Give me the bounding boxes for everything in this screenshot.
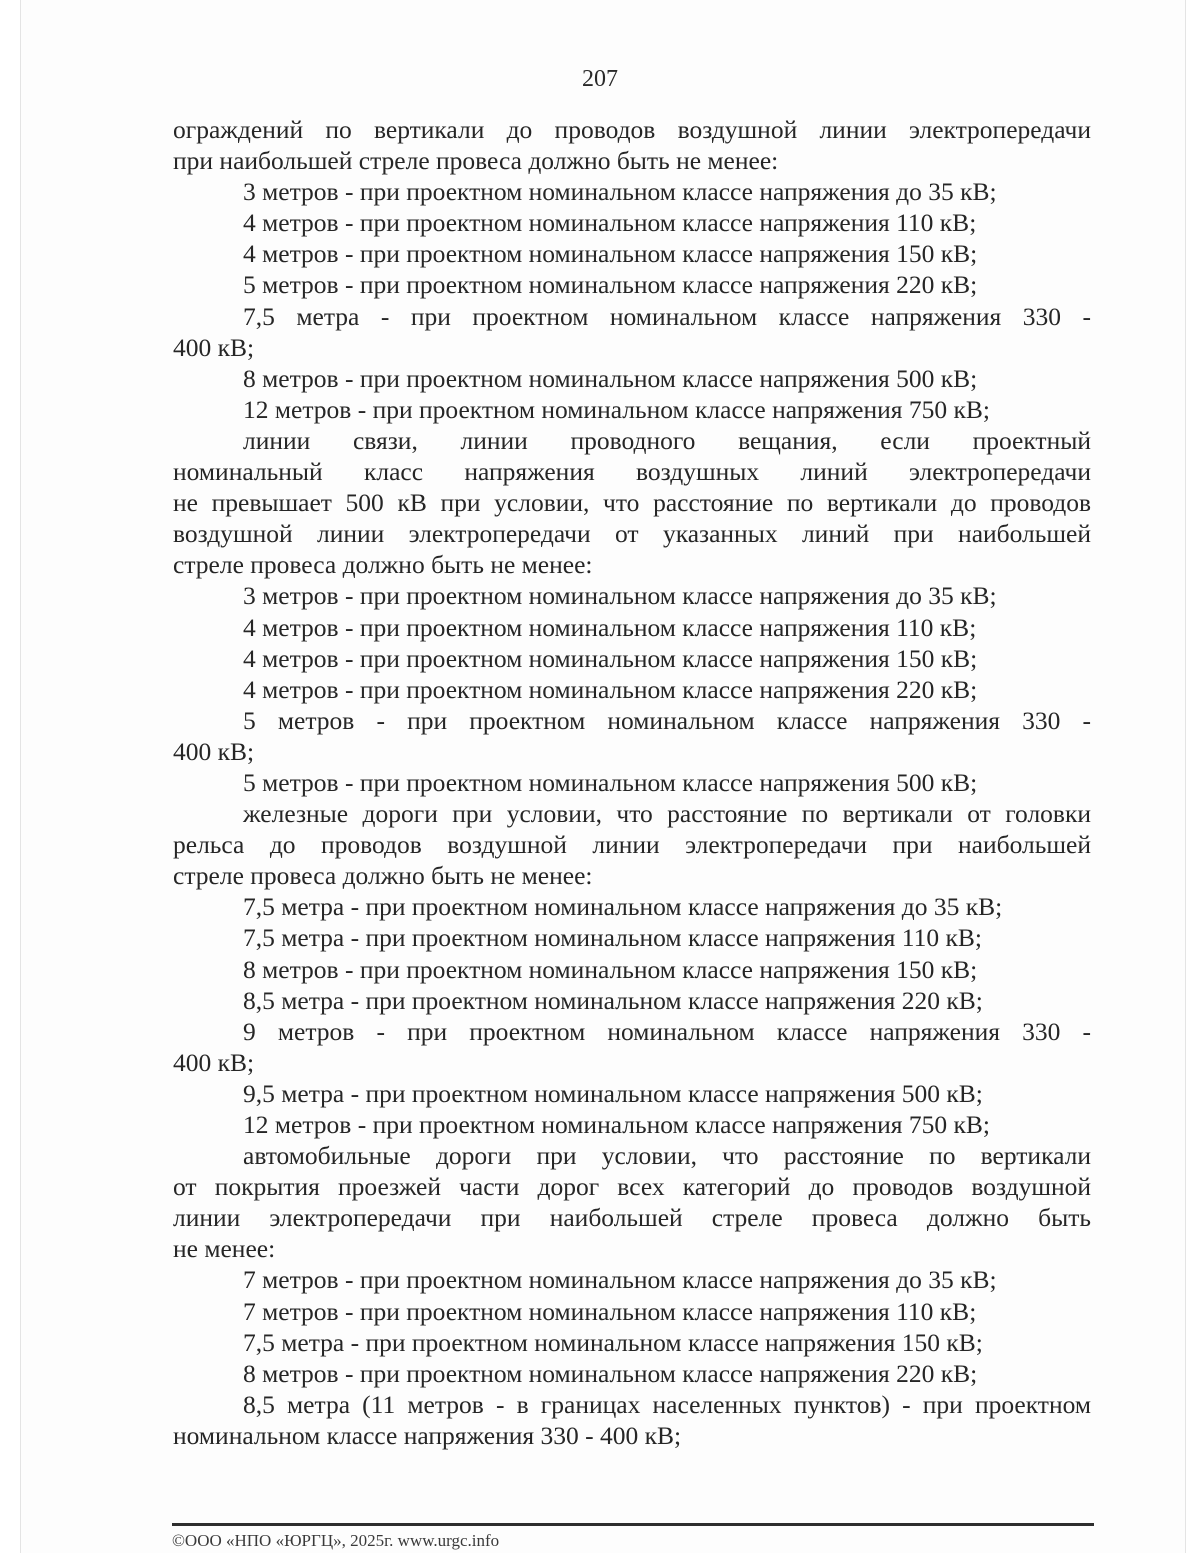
text-line: 7 метров - при проектном номинальном классе напряжения до 35 кВ;	[243, 1265, 997, 1295]
text-line: 8,5 метра (11 метров - в границах населенных пунктов) - при проектном	[243, 1389, 1091, 1419]
text-line: 400 кВ;	[173, 736, 255, 766]
text-line: 8 метров - при проектном номинальном классе напряжения 220 кВ;	[243, 1358, 978, 1388]
text-line: 7,5 метра - при проектном номинальном классе напряжения 150 кВ;	[243, 1327, 983, 1357]
text-line: номинальном классе напряжения 330 - 400 кВ;	[173, 1420, 682, 1450]
text-line: воздушной линии электропередачи от указанных линий при наибольшей	[173, 519, 1091, 549]
text-line: не менее:	[173, 1234, 276, 1264]
text-line: ограждений по вертикали до проводов воздушной линии электропередачи	[173, 115, 1091, 144]
text-line: от покрытия проезжей части дорог всех категорий до проводов воздушной	[173, 1172, 1091, 1202]
text-line: номинальный класс напряжения воздушных линий электропередачи	[173, 457, 1091, 487]
text-line: 8 метров - при проектном номинальном классе напряжения 500 кВ;	[243, 363, 978, 393]
text-line: 4 метров - при проектном номинальном классе напряжения 110 кВ;	[243, 208, 977, 238]
text-line: 12 метров - при проектном номинальном классе напряжения 750 кВ;	[243, 1110, 990, 1139]
text-line: 8,5 метра - при проектном номинальном классе напряжения 220 кВ;	[243, 985, 983, 1015]
text-line: 4 метров - при проектном номинальном классе напряжения 150 кВ;	[243, 643, 978, 673]
text-line: 5 метров - при проектном номинальном классе напряжения 500 кВ;	[243, 767, 978, 797]
text-line: 9,5 метра - при проектном номинальном классе напряжения 500 кВ;	[243, 1078, 983, 1108]
text-line: 7,5 метра - при проектном номинальном классе напряжения до 35 кВ;	[243, 892, 1003, 922]
text-line: 400 кВ;	[173, 332, 255, 362]
text-line: 3 метров - при проектном номинальном классе напряжения до 35 кВ;	[243, 581, 997, 611]
text-line: автомобильные дороги при условии, что расстояние по вертикали	[243, 1141, 1091, 1171]
footer-divider	[172, 1523, 1094, 1526]
text-line: стреле провеса должно быть не менее:	[173, 550, 593, 580]
text-line: 3 метров - при проектном номинальном классе напряжения до 35 кВ;	[243, 177, 997, 207]
text-line: 4 метров - при проектном номинальном классе напряжения 110 кВ;	[243, 612, 977, 642]
text-line: 4 метров - при проектном номинальном классе напряжения 220 кВ;	[243, 674, 978, 704]
text-line: при наибольшей стреле провеса должно быть не менее:	[173, 146, 779, 176]
text-line: не превышает 500 кВ при условии, что расстояние по вертикали до проводов	[173, 488, 1091, 518]
document-body	[173, 114, 1091, 1451]
text-line: стреле провеса должно быть не менее:	[173, 861, 593, 891]
text-line: рельса до проводов воздушной линии электропередачи при наибольшей	[173, 830, 1091, 860]
page-number: 207	[582, 66, 618, 92]
text-line: 7,5 метра - при проектном номинальном классе напряжения 330 -	[243, 301, 1091, 331]
text-line: 7 метров - при проектном номинальном классе напряжения 110 кВ;	[243, 1296, 977, 1326]
text-line: 5 метров - при проектном номинальном классе напряжения 330 -	[243, 705, 1091, 735]
text-line: 400 кВ;	[173, 1047, 255, 1077]
text-line: 9 метров - при проектном номинальном классе напряжения 330 -	[243, 1016, 1091, 1046]
text-line: железные дороги при условии, что расстояние по вертикали от головки	[243, 799, 1091, 829]
footer-copyright: ©ООО «НПО «ЮРГЦ», 2025г. www.urgc.info	[172, 1531, 500, 1550]
text-line: 5 метров - при проектном номинальном классе напряжения 220 кВ;	[243, 270, 978, 300]
text-line: 8 метров - при проектном номинальном классе напряжения 150 кВ;	[243, 954, 978, 984]
text-line: линии электропередачи при наибольшей стреле провеса должно быть	[173, 1203, 1091, 1233]
text-line: 4 метров - при проектном номинальном классе напряжения 150 кВ;	[243, 239, 978, 269]
text-line: 7,5 метра - при проектном номинальном классе напряжения 110 кВ;	[243, 923, 982, 953]
text-line: линии связи, линии проводного вещания, если проектный	[243, 425, 1091, 455]
text-line: 12 метров - при проектном номинальном классе напряжения 750 кВ;	[243, 394, 990, 424]
